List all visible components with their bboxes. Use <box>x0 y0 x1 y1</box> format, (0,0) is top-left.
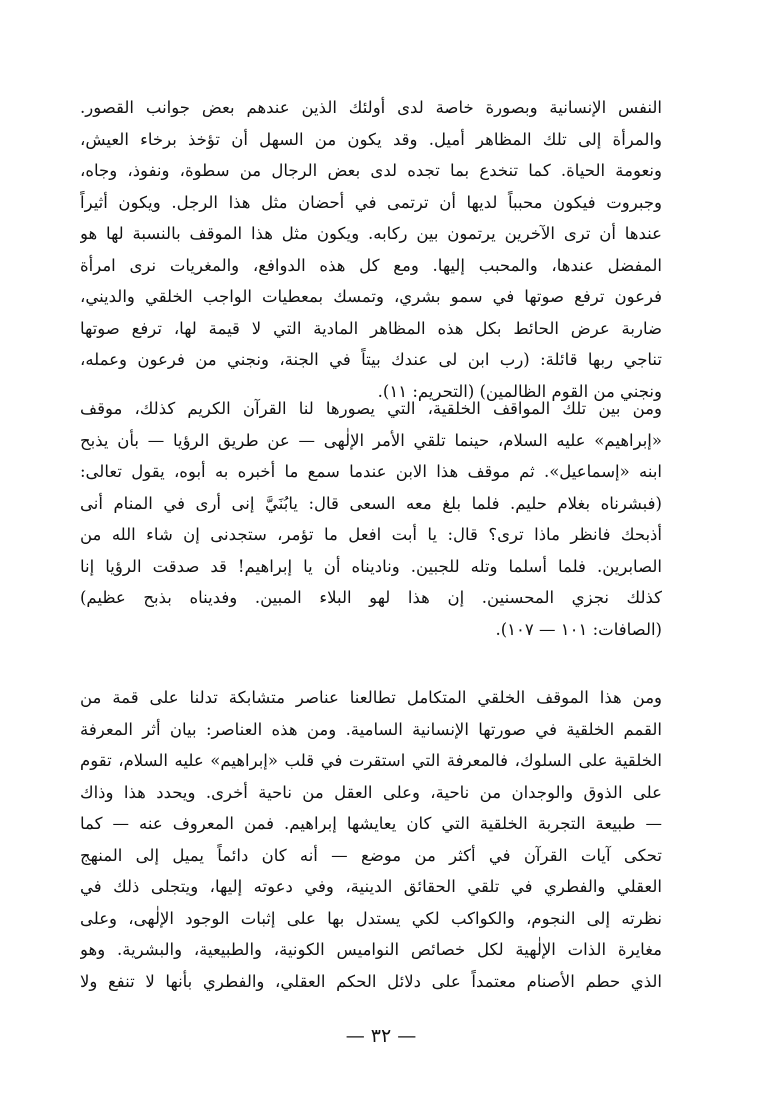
text-line: ونعومة الحياة. كما تنخدع بما تجده لدى بعض الرجال من سطوة، ونفوذ، وجاه، <box>80 161 662 180</box>
text-line: العقلي والفطري في تلقي الحقائق الدينية، وفي دعوته إليها، ويتجلى ذلك في <box>80 877 662 896</box>
text-line: المفضل عندها، والمحبب إليها. ومع كل هذه الدوافع، والمغريات نرى امرأة <box>80 255 662 275</box>
page-number: — ٣٢ — <box>345 1025 417 1047</box>
text-line: ومن بين تلك المواقف الخلقية، التي يصورها لنا القرآن الكريم كذلك، موقف <box>80 399 662 418</box>
text-line: أذبحك فانظر ماذا ترى؟ قال: يا أبت افعل ما تؤمر، ستجدنى إن شاء الله من <box>80 525 662 544</box>
text-line: والمرأة إلى تلك المظاهر أميل. وقد يكون من السهل أن تؤخذ برخاء العيش، <box>80 129 662 149</box>
text-line: عندها أن ترى الآخرين يرتمون بين ركابه. ويكون مثل هذا الموقف بالنسبة لها هو <box>80 224 662 243</box>
text-line: «إبراهيم» عليه السلام، حينما تلقي الأمر الإلٰهى — عن طريق الرؤيا — بأن يذبح <box>80 430 662 450</box>
text-line: تناجي ربها قائلة: (رب ابن لى عندك بيتاً في الجنة، ونجني من فرعون وعمله، <box>80 350 662 369</box>
text-line: فرعون ترفع صوتها في سمو بشري، وتمسك بمعطيات الواجب الخلقي والديني، <box>80 287 662 306</box>
text-line: القمم الخلقية في صورتها الإنسانية السامية. ومن هذه العناصر: بيان أثر المعرفة <box>80 719 662 739</box>
text-line: على الذوق والوجدان من ناحية، وعلى العقل من ناحية أخرى. ويحدد هذا وذاك <box>80 782 662 802</box>
text-line: ابنه «إسماعيل». ثم موقف هذا الابن عندما سمع ما أخبره به أبوه، يقول تعالى: <box>80 462 662 481</box>
text-line: ومن هذا الموقف الخلقي المتكامل تطالعنا عناصر متشابكة تدلنا على قمة من <box>80 688 662 707</box>
text-line: نظرته إلى النجوم، والكواكب لكي يستدل بها على إثبات الوجود الإلٰهى، وعلى <box>80 908 662 928</box>
paragraph-wife-of-pharaoh <box>80 92 662 407</box>
text-line: النفس الإنسانية وبصورة خاصة لدى أولئك الذين عندهم بعض جوانب القصور. <box>80 98 662 117</box>
text-line: الخلقية على السلوك، فالمعرفة التي استقرت في قلب «إبراهيم» عليه السلام، تقوم <box>80 751 662 770</box>
text-line: الصابرين. فلما أسلما وتله للجبين. وناديناه أن يا إبراهيم! قد صدقت الرؤيا إنا <box>80 556 662 576</box>
text-line: مغايرة الذات الإلٰهية لكل خصائص النواميس الكونية، والطبيعية، والبشرية. وهو <box>80 940 662 959</box>
text-line: كذلك نجزي المحسنين. إن هذا لهو البلاء المبين. وفديناه بذبح عظيم) <box>80 588 662 607</box>
text-line: (الصافات: ١٠١ — ١٠٧). <box>495 619 662 639</box>
text-line: ونجني من القوم الظالمين) (التحريم: ١١). <box>377 381 662 401</box>
text-line: — طبيعة التجربة الخلقية التي كان يعايشها إبراهيم. فمن المعروف عنه — كما <box>80 814 662 833</box>
text-line: الذي حطم الأصنام معتمداً على دلائل الحكم العقلي، والفطري بأنها لا تنفع ولا <box>80 971 662 991</box>
paragraph-moral-elements <box>80 682 662 997</box>
text-line: وجبروت فيكون محبباً لديها أن ترتمى في أحضان مثل هذا الرجل. ويكون أثيراً <box>80 192 662 212</box>
text-line: تحكى آيات القرآن في أكثر من موضع — أنه كان دائماً يميل إلى المنهج <box>80 845 662 865</box>
paragraph-ibrahim-story <box>80 393 662 645</box>
text-line: ضاربة عرض الحائط بكل هذه المظاهر المادية التي لا قيمة لها، ترفع صوتها <box>80 318 662 338</box>
text-line: (فبشرناه بغلام حليم. فلما بلغ معه السعى قال: يابُنَيَّ إنى أرى في المنام أنى <box>80 493 662 513</box>
